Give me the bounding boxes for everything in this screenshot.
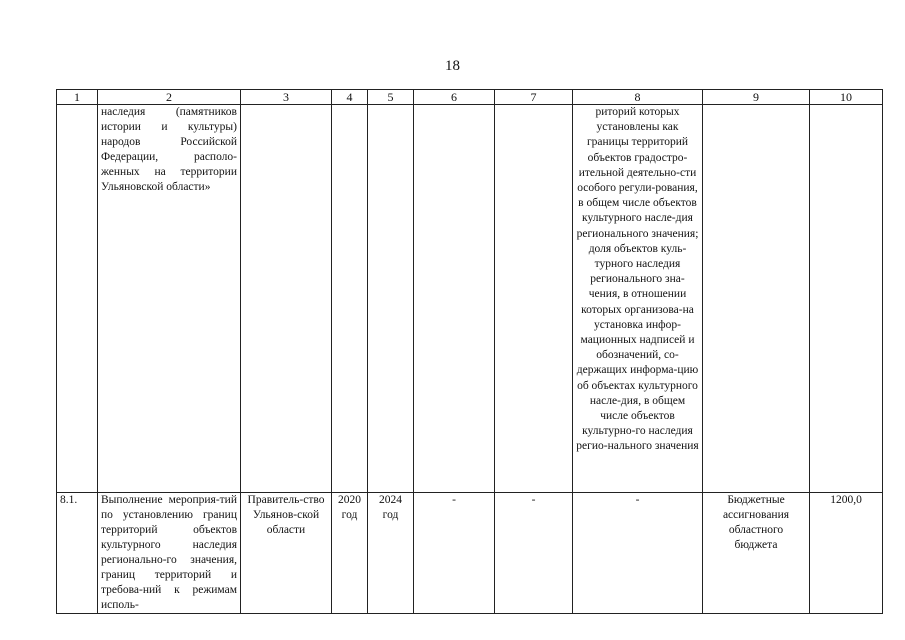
column-header-2: 2 (98, 90, 241, 105)
row2-end-year: 2024 год (368, 493, 414, 614)
page-number: 18 (445, 58, 460, 74)
row1-col10 (810, 105, 883, 493)
row2-description: Выполнение мероприя-тий по установлению границ территорий объектов культурного наследия регионально-го значения, границ территорий и требова-ний к режимам исполь- (98, 493, 241, 614)
row1-indicators: риторий которых установлены как границы территорий объектов градостро-ительной деятельно-сти особого регули-рования, в общем числе объектов культурного насле-дия регионального значения; доля объектов куль-турного наследия регионального зна-чения, в отношении которых организова-на установка инфор-мационных надписей и обозначений, со-держащих информа-цию об объектах культурного насле-дия, в общем числе объектов культурно-го наследия регио-нального значения (573, 105, 703, 493)
row1-description: наследия (памятников истории и культуры) народов Российской Федерации, располо-женных на территории Ульяновской области» (98, 105, 241, 493)
table-row (57, 493, 883, 614)
row2-number: 8.1. (57, 493, 98, 614)
column-header-10: 10 (810, 90, 883, 105)
column-header-1: 1 (57, 90, 98, 105)
row1-col5 (368, 105, 414, 493)
row1-col1 (57, 105, 98, 493)
row1-col4 (332, 105, 368, 493)
row2-col6: - (414, 493, 495, 614)
row1-col9 (703, 105, 810, 493)
column-header-9: 9 (703, 90, 810, 105)
row2-col7: - (495, 493, 573, 614)
row2-funding-source: Бюджетные ассигнования областного бюджета (703, 493, 810, 614)
column-header-5: 5 (368, 90, 414, 105)
column-header-7: 7 (495, 90, 573, 105)
row2-col8: - (573, 493, 703, 614)
row1-col3 (241, 105, 332, 493)
column-header-6: 6 (414, 90, 495, 105)
column-header-3: 3 (241, 90, 332, 105)
row1-col6 (414, 105, 495, 493)
column-header-8: 8 (573, 90, 703, 105)
program-table (56, 89, 883, 614)
row2-amount: 1200,0 (810, 493, 883, 614)
column-header-4: 4 (332, 90, 368, 105)
column-number-row (57, 90, 883, 105)
row2-responsible: Правитель-ство Ульянов-ской области (241, 493, 332, 614)
table-row (57, 105, 883, 493)
row1-col7 (495, 105, 573, 493)
row2-start-year: 2020 год (332, 493, 368, 614)
